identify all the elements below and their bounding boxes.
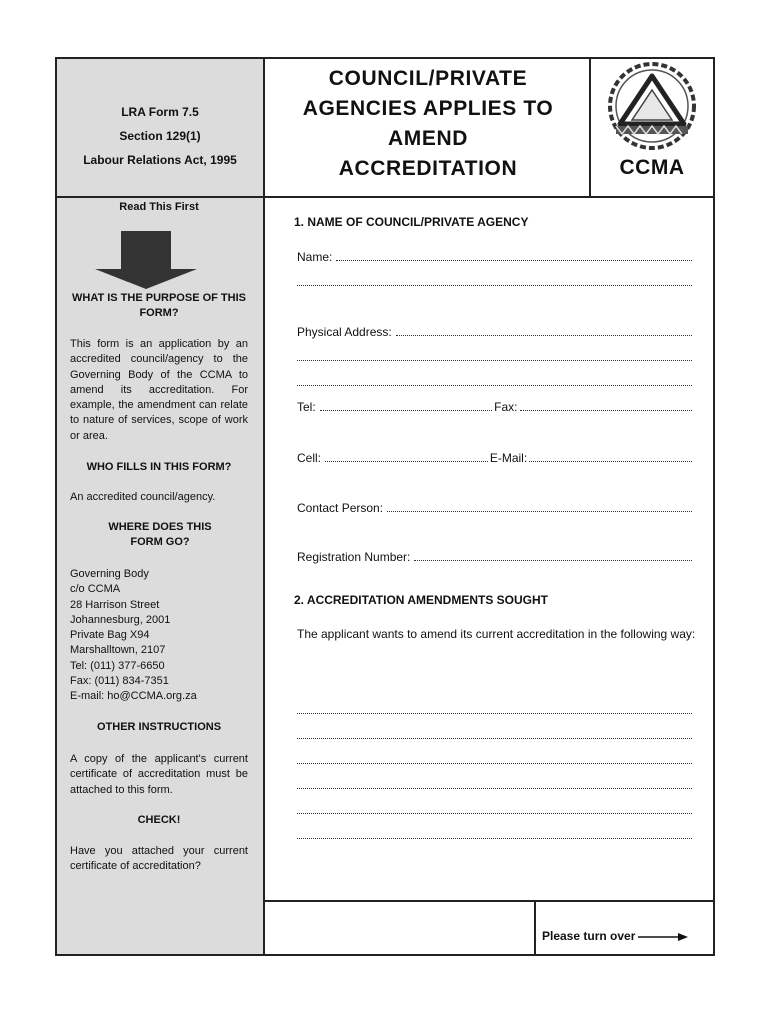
address-line: Private Bag X94	[70, 629, 150, 642]
title-line: COUNCIL/PRIVATE	[328, 67, 528, 90]
form-number: LRA Form 7.5	[121, 105, 199, 119]
physical-address-field-line2[interactable]	[297, 350, 692, 361]
purpose-text: This form is an application by an accredited council/agency to the Governing Body of the CCMA to amend its accreditation. For example, the amendment can relate to nature of services, scope of work or area.	[70, 338, 248, 442]
ccma-emblem-icon	[596, 62, 708, 157]
check-heading: CHECK!	[137, 814, 181, 826]
divider	[263, 57, 265, 956]
divider	[263, 900, 715, 902]
other-instructions-text: A copy of the applicant's current certificate of accreditation must be attached to this form.	[70, 753, 248, 796]
physical-address-field[interactable]	[297, 325, 692, 339]
ccma-logo	[596, 62, 708, 192]
check-text: Have you attached your current certificate of accreditation?	[70, 845, 248, 873]
address-line: E-mail: ho@CCMA.org.za	[70, 690, 197, 703]
amendment-line[interactable]	[297, 803, 692, 814]
amendment-line[interactable]	[297, 703, 692, 714]
read-first-heading: Read This First	[119, 201, 199, 213]
title-line: ACCREDITATION	[338, 157, 518, 180]
contact-person-field[interactable]	[297, 501, 692, 515]
form-reference	[57, 100, 263, 172]
purpose-heading: WHAT IS THE PURPOSE OF THIS FORM?	[72, 292, 246, 320]
amendment-line[interactable]	[297, 753, 692, 764]
registration-number-field[interactable]	[297, 550, 692, 564]
logo-text: CCMA	[619, 156, 685, 179]
address-line: Tel: (011) 377-6650	[70, 659, 165, 672]
physical-address-field-line3[interactable]	[297, 375, 692, 386]
section2-heading: 2. ACCREDITATION AMENDMENTS SOUGHT	[294, 593, 548, 607]
title-line: AGENCIES APPLIES TO	[302, 97, 554, 120]
cell-label: Cell:	[297, 451, 322, 465]
section2-intro: The applicant wants to amend its current accreditation in the following way:	[297, 627, 696, 641]
divider	[55, 196, 715, 198]
address-line: Governing Body	[70, 568, 149, 580]
email-label: E-Mail:	[489, 451, 528, 465]
divider	[534, 900, 536, 956]
form-section: Section 129(1)	[119, 129, 201, 143]
address-line: Marshalltown, 2107	[70, 644, 166, 657]
address-line: 28 Harrison Street	[70, 598, 160, 611]
amendment-line[interactable]	[297, 828, 692, 839]
postal-address	[70, 567, 248, 705]
section1-heading: 1. NAME OF COUNCIL/PRIVATE AGENCY	[294, 215, 529, 229]
tel-fax-row[interactable]	[297, 400, 692, 414]
tel-label: Tel:	[297, 400, 316, 414]
address-line: Fax: (011) 834-7351	[70, 675, 169, 688]
form-act: Labour Relations Act, 1995	[83, 153, 237, 167]
fax-label: Fax:	[494, 400, 518, 414]
name-label: Name:	[297, 250, 333, 264]
name-field-continued[interactable]	[297, 275, 692, 286]
who-text: An accredited council/agency.	[70, 491, 216, 503]
registration-number-label: Registration Number:	[297, 550, 411, 564]
title-line: AMEND	[388, 127, 468, 150]
where-heading: WHERE DOES THIS FORM GO?	[108, 521, 212, 549]
address-line: c/o CCMA	[70, 583, 121, 596]
cell-email-row[interactable]	[297, 451, 692, 465]
right-arrow-icon	[638, 931, 688, 943]
down-arrow-icon	[95, 231, 197, 289]
other-instructions-heading: OTHER INSTRUCTIONS	[96, 721, 222, 733]
contact-person-label: Contact Person:	[297, 501, 384, 515]
turn-over-text: Please turn over	[542, 929, 636, 943]
who-heading: WHO FILLS IN THIS FORM?	[86, 461, 232, 473]
address-line: Johannesburg, 2001	[70, 613, 171, 626]
amendment-line[interactable]	[297, 728, 692, 739]
divider	[589, 57, 591, 197]
amendment-line[interactable]	[297, 778, 692, 789]
page-title	[268, 64, 588, 184]
physical-address-label: Physical Address:	[297, 325, 392, 339]
name-field[interactable]	[297, 250, 692, 264]
